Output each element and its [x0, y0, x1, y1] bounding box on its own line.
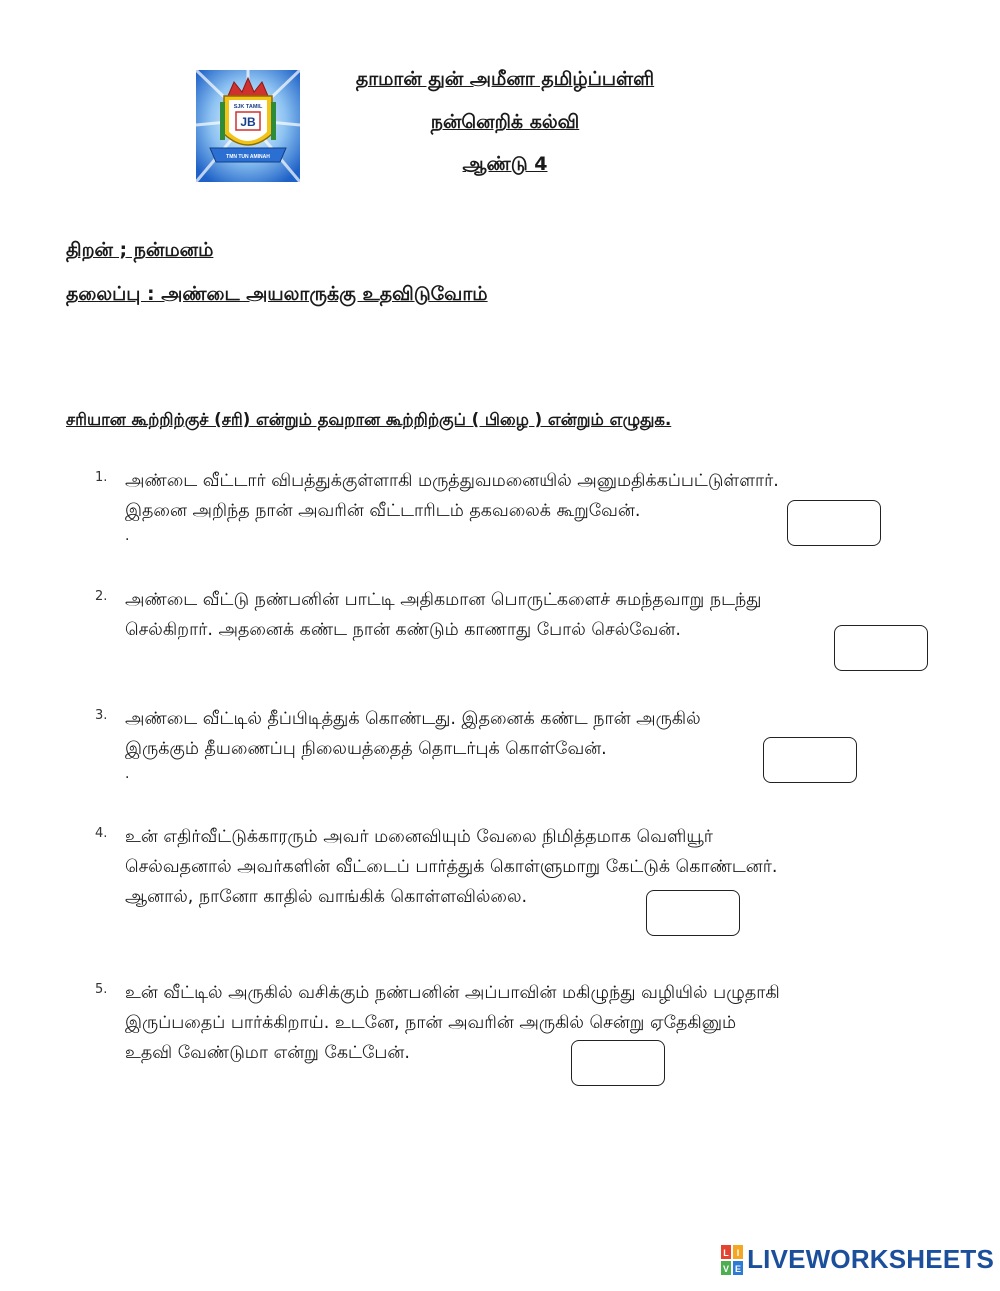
question-line: செல்வதனால் அவர்களின் வீட்டைப் பார்த்துக் கொள்ளுமாறு கேட்டுக் கொண்டனர். — [125, 857, 778, 877]
badge-letter: E — [735, 1263, 742, 1274]
topic-label: தலைப்பு : அண்டை அயலாருக்கு உதவிடுவோம் — [66, 283, 488, 305]
question-line: ஆனால், நானோ காதில் வாங்கிக் கொள்ளவில்லை. — [125, 887, 528, 907]
answer-input-5[interactable] — [571, 1040, 665, 1086]
question-line: இருக்கும் தீயணைப்பு நிலையத்தைத் தொடர்புக் கொள்வேன். — [125, 739, 607, 759]
school-name: தாமான் துன் அமீனா தமிழ்ப்பள்ளி — [355, 68, 655, 90]
question-line: செல்கிறார். அதனைக் கண்ட நான் கண்டும் காணாது போல் செல்வேன். — [125, 620, 681, 640]
year-label: ஆண்டு 4 — [462, 153, 548, 175]
badge-letter: V — [723, 1263, 730, 1274]
answer-input-3[interactable] — [763, 737, 857, 783]
school-crest-icon — [196, 70, 300, 182]
liveworksheets-badge-icon — [721, 1245, 743, 1275]
question-line: அண்டை வீட்டு நண்பனின் பாட்டி அதிகமான பொருட்களைச் சுமந்தவாறு நடந்து — [125, 590, 762, 610]
answer-input-4[interactable] — [646, 890, 740, 936]
trailing-dot: . — [125, 766, 130, 782]
liveworksheets-watermark — [721, 1244, 994, 1275]
question-line: உதவி வேண்டுமா என்று கேட்பேன். — [125, 1043, 410, 1063]
badge-letter: L — [723, 1247, 729, 1258]
question-number: 1. — [95, 470, 108, 485]
question-number: 3. — [95, 708, 108, 723]
logo-top-text: SJK TAMIL — [233, 104, 263, 110]
question-text — [125, 585, 951, 645]
question-number: 4. — [95, 826, 108, 841]
skill-label: திறன் ; நன்மனம் — [66, 239, 214, 261]
question-number: 2. — [95, 589, 108, 604]
logo-bottom-text: TMN TUN AMINAH — [226, 154, 270, 160]
question-text — [125, 822, 951, 912]
badge-letter: I — [736, 1247, 740, 1258]
trailing-dot: . — [125, 528, 130, 544]
instruction-text: சரியான கூற்றிற்குச் (சரி) என்றும் தவறான கூற்றிற்குப் ( பிழை ) என்றும் எழுதுக. — [66, 410, 672, 429]
logo-center-text: JB — [240, 115, 256, 129]
question-number: 5. — [95, 982, 108, 997]
question-line: உன் வீட்டில் அருகில் வசிக்கும் நண்பனின் அப்பாவின் மகிழுந்து வழியில் பழுதாகி — [125, 983, 780, 1003]
answer-input-1[interactable] — [787, 500, 881, 546]
subject-title: நன்னெறிக் கல்வி — [430, 111, 580, 133]
question-line: அண்டை வீட்டில் தீப்பிடித்துக் கொண்டது. இதனைக் கண்ட நான் அருகில் — [125, 709, 701, 729]
school-logo — [196, 70, 300, 182]
question-text — [125, 978, 951, 1068]
question-line: இருப்பதைப் பார்க்கிறாய். உடனே, நான் அவரின் அருகில் சென்று ஏதேகினும் — [125, 1013, 737, 1033]
watermark-text: LIVEWORKSHEETS — [747, 1244, 994, 1274]
answer-input-2[interactable] — [834, 625, 928, 671]
question-line: இதனை அறிந்த நான் அவரின் வீட்டாரிடம் தகவலைக் கூறுவேன். — [125, 501, 641, 521]
question-line: உன் எதிர்வீட்டுக்காரரும் அவர் மனைவியும் வேலை நிமித்தமாக வெளியூர் — [125, 827, 713, 847]
question-line: அண்டை வீட்டார் விபத்துக்குள்ளாகி மருத்துவமனையில் அனுமதிக்கப்பட்டுள்ளார். — [125, 471, 779, 491]
